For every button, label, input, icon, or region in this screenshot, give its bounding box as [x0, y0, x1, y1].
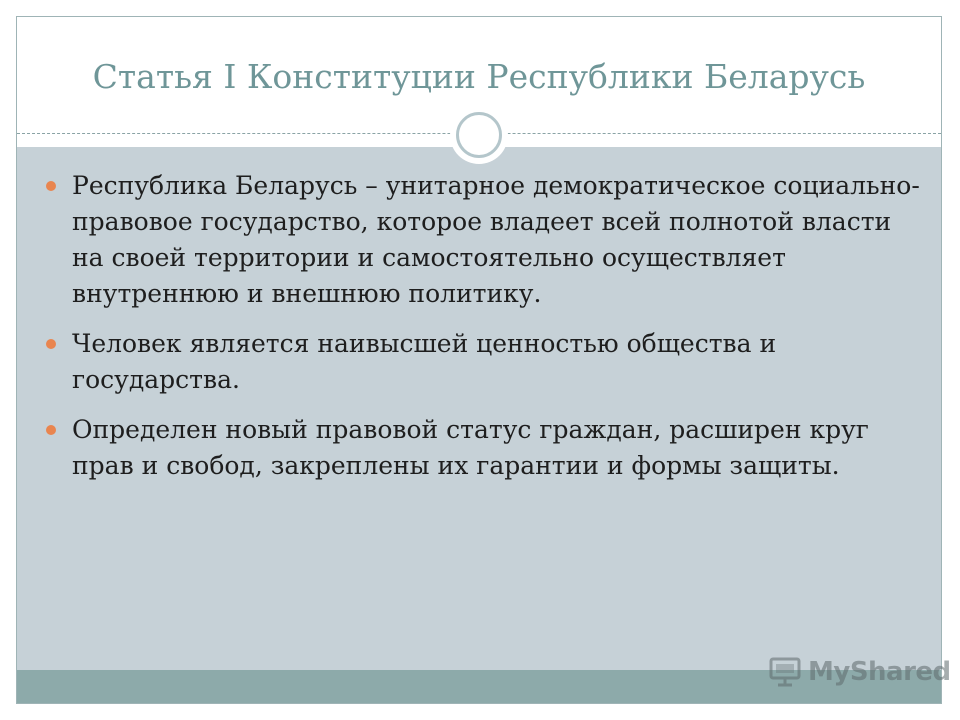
bullet-text: Определен новый правовой статус граждан, расширен круг прав и свобод, закреплены их гарантии и формы защиты. — [72, 415, 869, 480]
divider-circle-ornament — [450, 106, 508, 164]
bullet-item — [46, 326, 926, 398]
bullet-item — [46, 412, 926, 484]
presentation-screen-icon — [768, 656, 802, 688]
bullet-text: Человек является наивысшей ценностью общества и государства. — [72, 329, 777, 394]
bullet-text: Республика Беларусь – унитарное демократическое социально-правовое государство, которое владеет всей полнотой власти на своей территории и самостоятельно осуществляет внутреннюю и внешнюю политику. — [72, 171, 920, 308]
divider-circle-ring — [456, 112, 502, 158]
bullet-dot-icon — [46, 181, 56, 191]
watermark — [768, 654, 951, 690]
bullet-dot-icon — [46, 339, 56, 349]
bullet-dot-icon — [46, 425, 56, 435]
watermark-text: MyShared — [808, 657, 951, 687]
slide-title: Статья I Конституции Республики Беларусь — [92, 57, 866, 96]
bullet-list — [46, 168, 926, 498]
bullet-item — [46, 168, 926, 312]
